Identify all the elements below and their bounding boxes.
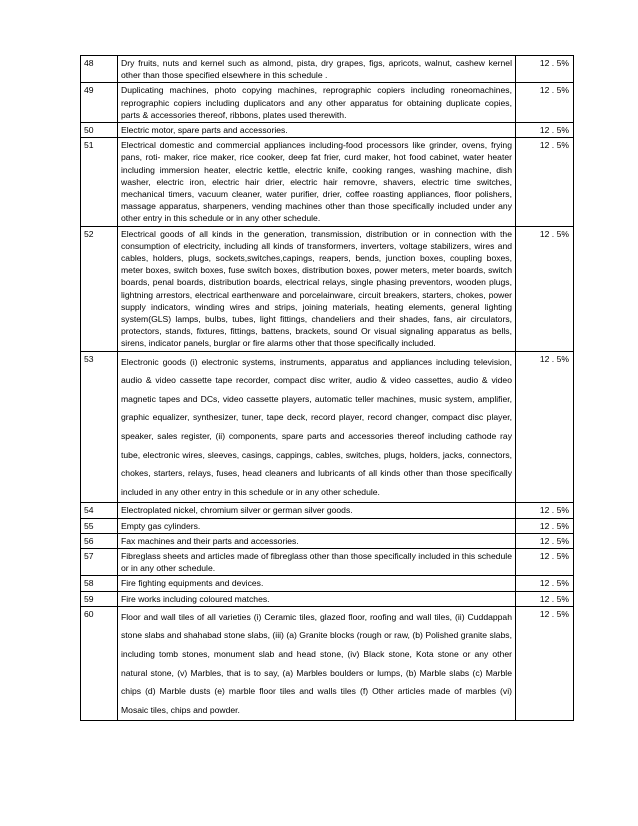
tax-rate-cell: 12 . 5%	[516, 138, 574, 226]
table-row	[81, 591, 574, 606]
description-cell: Duplicating machines, photo copying machines, reprographic copiers including roneomachines, reprographic copiers including duplicators and any other apparatus for obtaining duplicate copies, parts & accessories thereof, ribbons, plates used therewith.	[118, 83, 516, 123]
description-cell: Electronic goods (i) electronic systems, instruments, apparatus and appliances including television, audio & video cassette tape recorder, compact disc writer, audio & video cassettes, audio & video magnetic tapes and DCs, video cassette players, automatic teller machines, music system, amplifier, graphic equalizer, synthesizer, tuner, tape deck, record player, record changer, compact disc player, speaker, sales register, (ii) components, spare parts and accessories thereof including cathode ray tube, electronic wires, sleeves, casings, cappings, cables, switches, plugs, holders, jacks, connectors, chokes, starters, relays, fuses, head cleaners and lubricants of all kinds other than those specifically included in any other entry in this schedule or in any other schedule.	[118, 351, 516, 503]
table-row	[81, 83, 574, 123]
description-cell: Floor and wall tiles of all varieties (i) Ceramic tiles, glazed floor, roofing and wall tiles, (ii) Cuddappah stone slabs and shahabad stone slabs, (iii) (a) Granite blocks (rough or raw, (b) Polished granite slabs, including tomb stones, monument slab and head stone, (iv) Black stone, Kota stone or any other natural stone, (v) Marbles, that is to say, (a) Marbles boulders or lumps, (b) Marble slabs (c) Marble chips (d) Marble dusts (e) marble floor tiles and walls tiles (f) Other articles made of marbles (vi) Mosaic tiles, chips and powder.	[118, 606, 516, 721]
tax-rate-cell: 12 . 5%	[516, 123, 574, 138]
tax-rate-cell: 12 . 5%	[516, 83, 574, 123]
serial-number-cell: 48	[81, 56, 118, 83]
description-cell: Electric motor, spare parts and accessories.	[118, 123, 516, 138]
tax-rate-cell: 12 . 5%	[516, 606, 574, 721]
tax-rate-cell: 12 . 5%	[516, 591, 574, 606]
tax-rate-cell: 12 . 5%	[516, 533, 574, 548]
serial-number-cell: 51	[81, 138, 118, 226]
table-row	[81, 351, 574, 503]
serial-number-cell: 52	[81, 226, 118, 351]
serial-number-cell: 57	[81, 549, 118, 576]
table-row	[81, 503, 574, 518]
table-row	[81, 576, 574, 591]
table-row	[81, 518, 574, 533]
table-row	[81, 533, 574, 548]
table-row	[81, 56, 574, 83]
description-cell: Empty gas cylinders.	[118, 518, 516, 533]
tax-rate-cell: 12 . 5%	[516, 518, 574, 533]
description-cell: Dry fruits, nuts and kernel such as almond, pista, dry grapes, figs, apricots, walnut, cashew kernel other than those specified elsewhere in this schedule .	[118, 56, 516, 83]
serial-number-cell: 60	[81, 606, 118, 721]
tax-rate-cell: 12 . 5%	[516, 351, 574, 503]
serial-number-cell: 56	[81, 533, 118, 548]
description-cell: Fibreglass sheets and articles made of fibreglass other than those specifically included in this schedule or in any other schedule.	[118, 549, 516, 576]
tax-rate-cell: 12 . 5%	[516, 56, 574, 83]
description-cell: Electroplated nickel, chromium silver or german silver goods.	[118, 503, 516, 518]
serial-number-cell: 55	[81, 518, 118, 533]
tax-rate-cell: 12 . 5%	[516, 576, 574, 591]
serial-number-cell: 54	[81, 503, 118, 518]
serial-number-cell: 53	[81, 351, 118, 503]
serial-number-cell: 50	[81, 123, 118, 138]
tax-schedule-table	[80, 55, 574, 721]
schedule-page	[80, 55, 574, 721]
description-cell: Electrical domestic and commercial appliances including-food processors like grinder, ovens, frying pans, roti- maker, rice maker, rice cooker, deep fat frier, curd maker, hot food cabinet, water heater including immersion heater, electric kettle, electric knife, cooking ranges, washing machine, dish washer, electric iron, electric hair drier, electric hair removre, shavers, electric time switches, mechanical timers, vacuum cleaner, water purifier, drier, coffee roasting appliances, floor polishers, massage apparatus, sharpeners, vending machines other than those specifically included under any other entry in this schedule or in any other schedule.	[118, 138, 516, 226]
serial-number-cell: 59	[81, 591, 118, 606]
description-cell: Fire works including coloured matches.	[118, 591, 516, 606]
table-row	[81, 549, 574, 576]
tax-rate-cell: 12 . 5%	[516, 503, 574, 518]
serial-number-cell: 49	[81, 83, 118, 123]
description-cell: Electrical goods of all kinds in the generation, transmission, distribution or in connection with the consumption of electricity, including all kinds of transformers, inverters, voltage stabilizers, wires and cables, holders, plugs, sockets,switches,capings, reapers, bends, junction boxes, coupling boxes, meter boxes, switch boxes, fuse switch boxes, distribution boxes, power meters, meter boards, switch boards, penal boards, distribution boards, electrical relays, single phasing preventors, wooden plugs, lightning arrestors, electrical earthenware and porcelainware, circuit breakers, starters, chokes, power supply indicators, winding wires and strips, joining materials, heating elements, general lighting system(GLS) lamps, bulbs, tubes, light fittings, chandeliers and their shades, fans, air circulators, protectors, stands, fixtures, fittings, battens, brackets, sound Or visual signaling apparatus as bells, sirens, indicator panels, burglar or fire alarms other that those specifically included.	[118, 226, 516, 351]
tax-rate-cell: 12 . 5%	[516, 549, 574, 576]
table-row	[81, 138, 574, 226]
description-cell: Fax machines and their parts and accessories.	[118, 533, 516, 548]
serial-number-cell: 58	[81, 576, 118, 591]
table-body	[81, 56, 574, 721]
description-cell: Fire fighting equipments and devices.	[118, 576, 516, 591]
table-row	[81, 226, 574, 351]
table-row	[81, 123, 574, 138]
table-row	[81, 606, 574, 721]
tax-rate-cell: 12 . 5%	[516, 226, 574, 351]
